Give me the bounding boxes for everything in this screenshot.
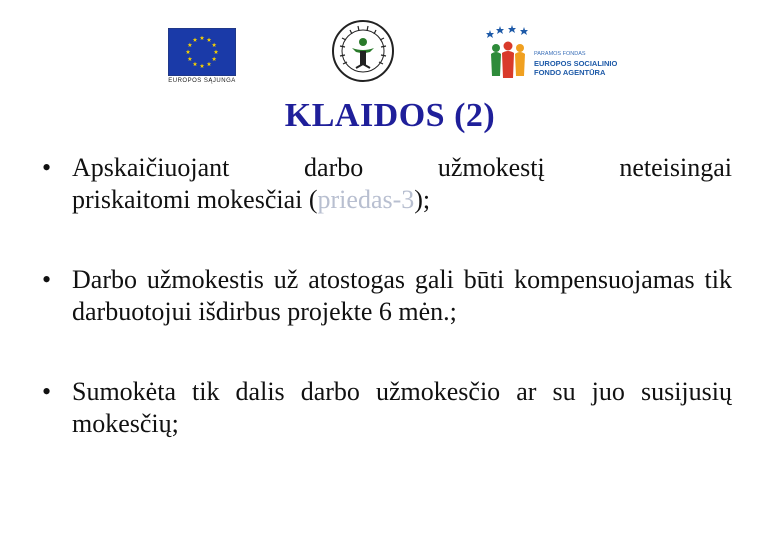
emblem-icon <box>330 18 396 84</box>
bullet-1-line1 <box>72 152 732 184</box>
bullet-1-line2 <box>72 184 732 216</box>
bullet-1-word: neteisingai <box>619 153 732 182</box>
emblem-logo <box>330 18 396 84</box>
esf-line2: EUROPOS SOCIALINIO <box>534 59 618 68</box>
esf-line1: PARAMOS FONDAS <box>534 51 586 57</box>
bullet-item-2 <box>32 264 732 328</box>
bullet-1-word: darbo <box>304 153 364 182</box>
esf-logo <box>484 24 620 86</box>
bullet-3-text: Sumokėta tik dalis darbo užmokesčio ar su juo susijusių mokesčių; <box>72 377 732 438</box>
esf-figures-icon <box>484 24 536 84</box>
esf-line3: FONDO AGENTŪRA <box>534 68 606 77</box>
bullet-dot: • <box>42 153 52 182</box>
eu-caption: EUROPOS SĄJUNGA <box>168 78 236 84</box>
eu-logo <box>168 28 236 90</box>
bullet-2-text: Darbo užmokestis už atostogas gali būti kompensuojamas tik darbuotojui išdirbus projekte 6 mėn.; <box>72 265 732 326</box>
bullet-dot: • <box>42 265 52 294</box>
bullet-item-3 <box>32 376 732 440</box>
bullet-list <box>32 152 732 440</box>
eu-flag-icon <box>168 28 236 76</box>
slide-title: KLAIDOS (2) <box>284 97 496 134</box>
bullet-item-1 <box>32 152 732 216</box>
bullet-1-text-after: ); <box>414 185 431 214</box>
bullet-1-word: užmokestį <box>437 153 545 182</box>
esf-text <box>534 50 624 77</box>
bullet-1-text-before: priskaitomi mokesčiai ( <box>72 185 318 214</box>
attachment-link[interactable]: priedas-3 <box>317 185 415 214</box>
logo-bar <box>0 0 780 100</box>
bullet-dot: • <box>42 377 52 406</box>
bullet-1-word: Apskaičiuojant <box>72 153 230 182</box>
